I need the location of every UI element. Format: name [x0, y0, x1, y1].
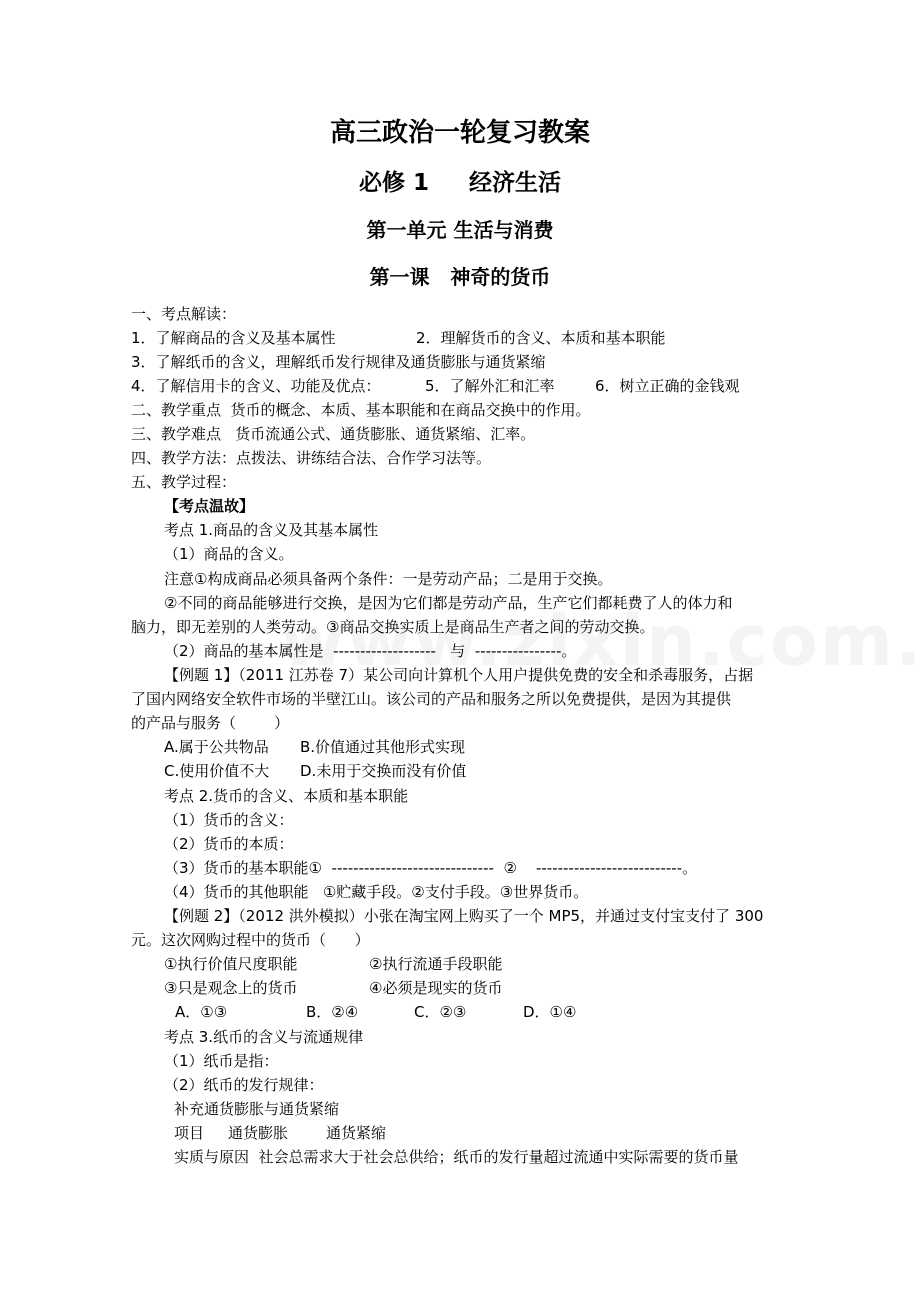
- point-2-sub-4: （4）货币的其他职能 ①贮藏手段。②支付手段。③世界货币。: [164, 883, 589, 901]
- example-2-option-a: A．①③: [175, 1003, 228, 1021]
- objective-5: 5．了解外汇和汇率: [425, 377, 555, 395]
- example-2-statement-2: ②执行流通手段职能: [369, 955, 503, 973]
- example-1-line-3: 的产品与服务（ ）: [131, 714, 290, 732]
- point-1-sub-1: （1）商品的含义。: [164, 545, 294, 563]
- example-2-option-c: C．②③: [414, 1003, 467, 1021]
- note-2-line-2: 脑力，即无差别的人类劳动。③商品交换实质上是商品生产者之间的劳动交换。: [131, 618, 655, 636]
- example-1-option-b: B.价值通过其他形式实现: [300, 738, 466, 756]
- example-1-line-2: 了国内网络安全软件市场的半壁江山。该公司的产品和服务之所以免费提供，是因为其提供: [131, 690, 732, 708]
- objective-6: 6．树立正确的金钱观: [595, 377, 740, 395]
- example-1-option-d: D.未用于交换而没有价值: [300, 762, 467, 780]
- point-2-sub-3: （3）货币的基本职能① ------------------------------ ② ---------------------------。: [164, 859, 698, 877]
- teaching-key-points: 二、教学重点 货币的概念、本质、基本职能和在商品交换中的作用。: [131, 401, 591, 419]
- example-1-line-1: 【例题 1】（2011 江苏卷 7）某公司向计算机个人用户提供免费的安全和杀毒服务，占据: [164, 666, 754, 684]
- teaching-methods: 四、教学方法：点拨法、讲练结合法、合作学习法等。: [131, 449, 492, 467]
- point-2-sub-2: （2）货币的本质：: [164, 835, 294, 853]
- example-2-line-2: 元。这次网购过程中的货币（ ）: [131, 931, 370, 949]
- objective-4: 4．了解信用卡的含义、功能及优点：: [131, 377, 381, 395]
- review-heading: 【考点温故】: [164, 497, 255, 515]
- point-3-sub-2: （2）纸币的发行规律：: [164, 1076, 324, 1094]
- note-2-line-1: ②不同的商品能够进行交换，是因为它们都是劳动产品，生产它们都耗费了人的体力和: [164, 594, 733, 612]
- point-1-sub-2: （2）商品的基本属性是 ------------------- 与 ----------------。: [164, 642, 577, 660]
- point-3-heading: 考点 3.纸币的含义与流通规律: [164, 1028, 364, 1046]
- example-2-option-d: D．①④: [523, 1003, 577, 1021]
- objectives-heading: 一、考点解读：: [131, 305, 237, 323]
- document-title: 高三政治一轮复习教案: [329, 118, 590, 148]
- example-2-line-1: 【例题 2】（2012 洪外模拟）小张在淘宝网上购买了一个 MP5，并通过支付宝支付了 300: [164, 907, 764, 925]
- point-2-heading: 考点 2.货币的含义、本质和基本职能: [164, 787, 409, 805]
- teaching-process: 五、教学过程：: [131, 473, 237, 491]
- teaching-difficulties: 三、教学难点 货币流通公式、通货膨胀、通货紧缩、汇率。: [131, 425, 536, 443]
- note-1: 注意①构成商品必须具备两个条件：一是劳动产品；二是用于交换。: [164, 570, 613, 588]
- table-header-deflation: 通货紧缩: [326, 1124, 387, 1142]
- supplement-heading: 补充通货膨胀与通货紧缩: [174, 1100, 340, 1118]
- table-row-essence: 实质与原因 社会总需求大于社会总供给；纸币的发行量超过流通中实际需要的货币量: [174, 1148, 739, 1166]
- example-2-statement-4: ④必须是现实的货币: [369, 979, 503, 997]
- point-2-sub-1: （1）货币的含义：: [164, 811, 294, 829]
- module-title: 必修 1 经济生活: [358, 170, 562, 196]
- example-2-option-b: B．②④: [306, 1003, 359, 1021]
- example-1-option-c: C.使用价值不大: [164, 762, 270, 780]
- example-2-statement-1: ①执行价值尺度职能: [164, 955, 298, 973]
- table-header-item: 项目: [174, 1124, 205, 1142]
- example-1-option-a: A.属于公共物品: [164, 738, 269, 756]
- objective-2: 2．理解货币的含义、本质和基本职能: [416, 329, 666, 347]
- point-3-sub-1: （1）纸币是指：: [164, 1052, 279, 1070]
- lesson-title: 第一课 神奇的货币: [369, 265, 551, 289]
- objective-3: 3．了解纸币的含义，理解纸币发行规律及通货膨胀与通货紧缩: [131, 353, 546, 371]
- objective-1: 1．了解商品的含义及基本属性: [131, 329, 336, 347]
- table-header-inflation: 通货膨胀: [228, 1124, 289, 1142]
- example-2-statement-3: ③只是观念上的货币: [164, 979, 298, 997]
- point-1-heading: 考点 1.商品的含义及其基本属性: [164, 521, 379, 539]
- unit-title: 第一单元 生活与消费: [366, 218, 554, 242]
